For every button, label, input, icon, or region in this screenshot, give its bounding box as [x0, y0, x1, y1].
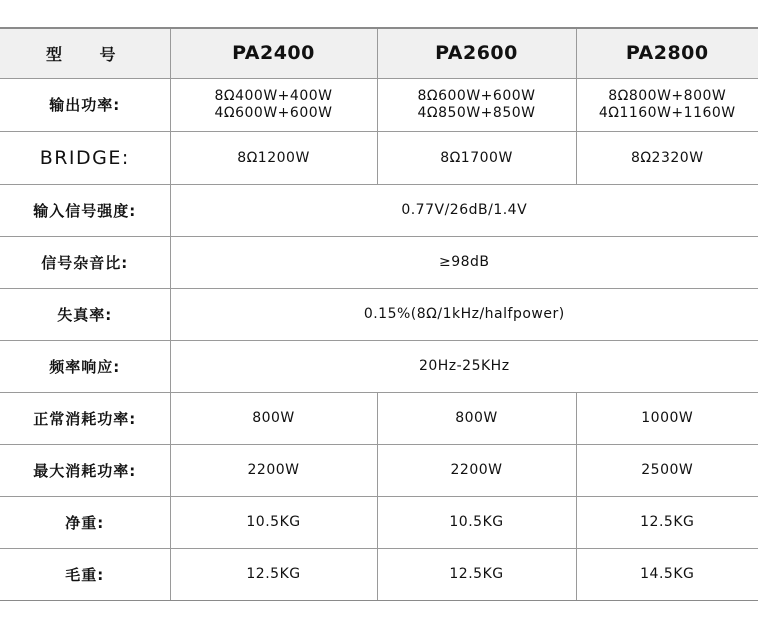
output-power-4ohm: 4Ω600W+600W [214, 104, 333, 121]
gross-weight-row [0, 548, 758, 600]
output-power-cell [377, 78, 576, 131]
model-pa2400: PA2400 [170, 28, 377, 78]
gross-weight-value: 12.5KG [377, 548, 576, 600]
normal-power-value: 800W [377, 392, 576, 444]
output-power-8ohm: 8Ω800W+800W [608, 87, 727, 104]
normal-power-value: 1000W [576, 392, 758, 444]
bridge-label: BRIDGE: [0, 131, 170, 184]
model-header-label: 型 号 [0, 28, 170, 78]
spec-table [0, 27, 758, 601]
gross-weight-label: 毛重: [0, 548, 170, 600]
snr-row [0, 236, 758, 288]
frequency-response-value: 20Hz-25KHz [170, 340, 758, 392]
max-power-row [0, 444, 758, 496]
net-weight-row [0, 496, 758, 548]
output-power-4ohm: 4Ω850W+850W [417, 104, 536, 121]
output-power-cell [576, 78, 758, 131]
output-power-row [0, 78, 758, 131]
distortion-label: 失真率: [0, 288, 170, 340]
net-weight-value: 10.5KG [170, 496, 377, 548]
input-sensitivity-label: 输入信号强度: [0, 184, 170, 236]
model-pa2800: PA2800 [576, 28, 758, 78]
output-power-label: 输出功率: [0, 78, 170, 131]
output-power-8ohm: 8Ω600W+600W [417, 87, 536, 104]
bridge-value: 8Ω2320W [576, 131, 758, 184]
gross-weight-value: 12.5KG [170, 548, 377, 600]
input-sensitivity-value: 0.77V/26dB/1.4V [170, 184, 758, 236]
net-weight-value: 10.5KG [377, 496, 576, 548]
max-power-value: 2200W [377, 444, 576, 496]
net-weight-value: 12.5KG [576, 496, 758, 548]
snr-value: ≥98dB [170, 236, 758, 288]
max-power-value: 2200W [170, 444, 377, 496]
bridge-value: 8Ω1200W [170, 131, 377, 184]
normal-power-row [0, 392, 758, 444]
header-row [0, 28, 758, 78]
snr-label: 信号杂音比: [0, 236, 170, 288]
normal-power-value: 800W [170, 392, 377, 444]
frequency-response-label: 频率响应: [0, 340, 170, 392]
gross-weight-value: 14.5KG [576, 548, 758, 600]
distortion-value: 0.15%(8Ω/1kHz/halfpower) [170, 288, 758, 340]
output-power-8ohm: 8Ω400W+400W [214, 87, 333, 104]
normal-power-label: 正常消耗功率: [0, 392, 170, 444]
input-sensitivity-row [0, 184, 758, 236]
max-power-value: 2500W [576, 444, 758, 496]
frequency-response-row [0, 340, 758, 392]
distortion-row [0, 288, 758, 340]
bridge-row [0, 131, 758, 184]
net-weight-label: 净重: [0, 496, 170, 548]
output-power-cell [170, 78, 377, 131]
model-pa2600: PA2600 [377, 28, 576, 78]
output-power-4ohm: 4Ω1160W+1160W [598, 104, 736, 121]
bridge-value: 8Ω1700W [377, 131, 576, 184]
max-power-label: 最大消耗功率: [0, 444, 170, 496]
